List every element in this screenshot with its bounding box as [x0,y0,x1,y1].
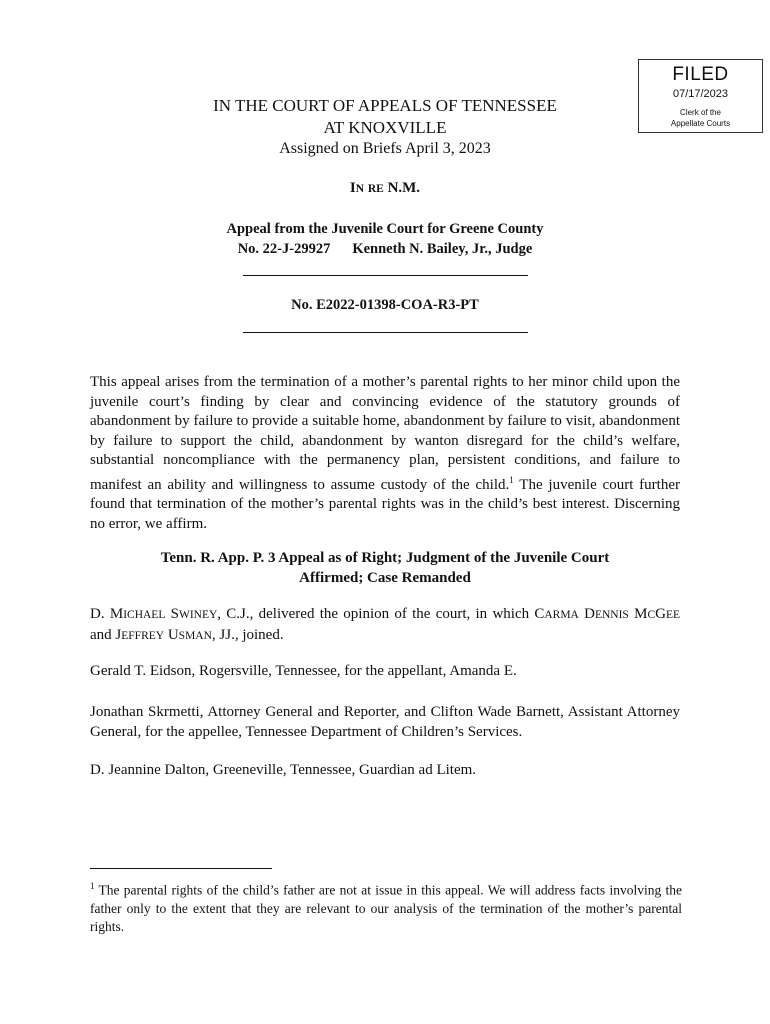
case-title-i: I [349,180,356,196]
docket-number: No. E2022-01398-COA-R3-PT [291,297,479,313]
counsel-appellee: Jonathan Skrmetti, Attorney General and Reporter, and Clifton Wade Barnett, Assistant Attorney General, for the appellee, Tennessee Department of Children’s Services. [90,704,680,740]
disposition-line-1: Tenn. R. App. P. 3 Appeal as of Right; Judgment of the Juvenile Court [160,550,610,566]
author-text: M [628,606,648,622]
footnote-number: 1 [90,881,95,891]
lower-court-info [0,219,770,259]
filed-stamp-clerk-line: Clerk of the [680,108,721,117]
court-location: AT KNOXVILLE [323,118,447,137]
author-text: WINEY [178,609,218,621]
filed-stamp-courts-line: Appellate Courts [670,119,731,128]
lower-court-case-line [0,239,770,259]
author-text: , C.J., delivered the opinion of the court, in which C [217,606,545,622]
author-text: S [165,606,179,622]
author-text: ARMA [544,609,579,621]
case-summary [90,373,680,534]
author-text: EE [665,609,681,621]
author-text: G [655,606,666,622]
author-text: ICHAEL [123,609,166,621]
footnote-text: The parental rights of the child’s father are not at issue in this appeal. We will address facts involving the father only to the extent that they are relevant to our analysis of the termination of the mother’s parental rights. [90,882,682,934]
divider-top [243,275,528,276]
summary-text: This appeal arises from the termination of a mother’s parental rights to her minor child upon the juvenile court’s finding by clear and convincing evidence of the statutory grounds of abandonment by failure to provide a suitable home, abandonment by failure to visit, abandonment by failure to support the child, abandonment by wanton disregard for the child’s welfare, substantial noncompliance with the permanency plan, persistent conditions, and failure to manifest an ability and willingness to assume custody of the child. [90,374,680,493]
lower-court-case-number: No. 22-J-29927 [237,241,331,257]
author-text: D. M [90,606,124,622]
filed-stamp-date: 07/17/2023 [672,88,729,100]
footnote-reference: 1 [509,474,514,485]
author-text: and J [90,626,122,643]
case-title [0,180,770,197]
lower-court-line: Appeal from the Juvenile Court for Greene County [226,221,544,237]
assigned-date: Assigned on Briefs April 3, 2023 [279,140,491,157]
footnote [90,877,682,936]
author-text: D [578,606,595,622]
author-text: U [164,626,179,643]
lower-court-judge: Kenneth N. Bailey, Jr., Judge [352,241,533,257]
case-title-party: N.M. [387,180,421,196]
case-title-re: RE [367,183,384,195]
counsel-appellant: Gerald T. Eidson, Rogersville, Tennessee, for the appellant, Amanda E. [90,663,517,679]
case-title-n: N [355,183,365,195]
author-text: SMAN [178,629,212,642]
guardian-ad-litem: D. Jeannine Dalton, Greeneville, Tennessee, Guardian ad Litem. [90,762,477,778]
author-text: C [647,609,656,621]
divider-bottom [243,332,528,333]
filed-stamp-title: FILED [672,64,729,85]
author-text: , JJ., joined. [211,626,284,643]
author-text: EFFREY [121,629,165,642]
footnote-divider [90,868,272,869]
court-name: IN THE COURT OF APPEALS OF TENNESSEE [213,96,557,115]
disposition-line-2: Affirmed; Case Remanded [299,570,471,586]
author-text: ENNIS [594,609,629,621]
disposition [90,548,680,588]
summary-text-continued: The juvenile court further found that termination of the mother’s parental rights was in the child’s best interest. Discerning no error, we affirm. [90,476,680,532]
court-heading [0,95,770,139]
authoring-judges [90,605,680,646]
